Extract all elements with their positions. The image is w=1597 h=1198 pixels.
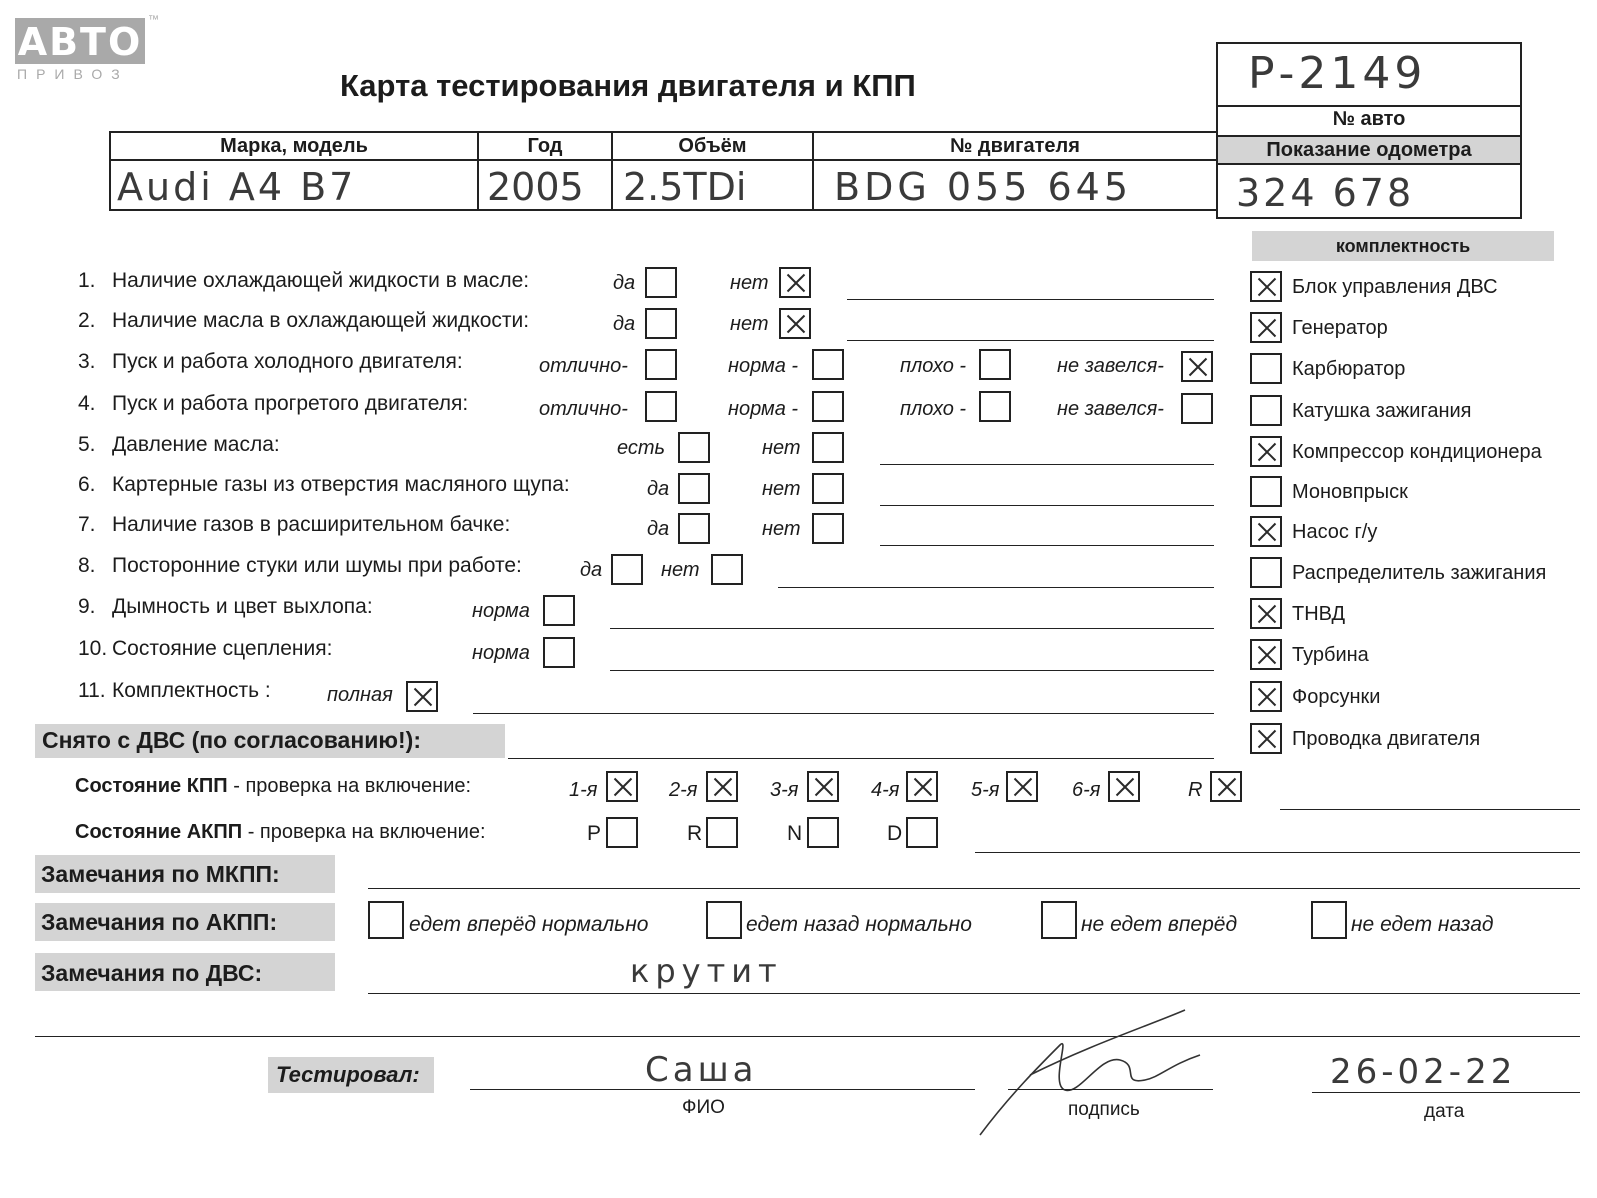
option-label: плохо -	[900, 355, 967, 377]
removed-line	[508, 758, 1214, 759]
kit-label: Моновпрыск	[1292, 481, 1408, 503]
kit-checkbox[interactable]	[1250, 476, 1282, 507]
kit-label: Компрессор кондиционера	[1292, 441, 1542, 463]
signature-drawing	[970, 1005, 1250, 1145]
akpp-mode-label: N	[787, 822, 803, 845]
date-line	[1312, 1092, 1580, 1093]
remarks-dvs-label: Замечания по ДВС:	[41, 960, 263, 986]
comment-line	[473, 713, 1214, 714]
remarks-mkpp-label: Замечания по МКПП:	[41, 861, 280, 887]
comment-line	[880, 545, 1214, 546]
option-label: нет	[730, 272, 769, 294]
item-label: Пуск и работа прогретого двигателя:	[112, 392, 469, 415]
akpp-mode-checkbox[interactable]	[706, 817, 738, 848]
gear-label: R	[1188, 779, 1203, 801]
item-checkbox[interactable]	[812, 349, 844, 380]
gear-checkbox[interactable]	[1108, 771, 1140, 802]
akpp-line	[975, 852, 1580, 853]
akpp-label-rest: - проверка на включение:	[242, 821, 486, 843]
tested-label: Тестировал:	[276, 1062, 420, 1087]
comment-line	[847, 340, 1214, 341]
akpp-mode-checkbox[interactable]	[906, 817, 938, 848]
kit-label: Катушка зажигания	[1292, 400, 1472, 422]
akpp-label-bold: Состояние АКПП	[75, 821, 243, 843]
volume-label: Объём	[611, 131, 814, 161]
logo-subtitle: ПРИВОЗ	[17, 66, 129, 82]
kit-title: комплектность	[1252, 231, 1554, 261]
item-checkbox[interactable]	[1181, 351, 1213, 382]
item-label: Дымность и цвет выхлопа:	[112, 595, 373, 618]
item-number: 8.	[78, 554, 96, 577]
comment-line	[778, 587, 1214, 588]
item-label: Наличие газов в расширительном бачке:	[112, 513, 511, 536]
item-label: Посторонние стуки или шумы при работе:	[112, 554, 522, 577]
brand-cell	[109, 159, 479, 211]
item-checkbox[interactable]	[779, 308, 811, 339]
item-label: Комплектность :	[112, 679, 271, 702]
item-label: Давление масла:	[112, 433, 280, 456]
remarks-mkpp-line	[368, 888, 1580, 889]
option-label: есть	[617, 437, 666, 459]
item-checkbox[interactable]	[678, 513, 710, 544]
fio-label: ФИО	[682, 1097, 725, 1118]
option-label: отлично-	[539, 355, 628, 377]
option-label: норма -	[728, 355, 799, 377]
akpp-option-checkbox[interactable]	[1311, 901, 1347, 939]
option-label: отлично-	[539, 398, 628, 420]
engine-value: BDG 055 645	[834, 165, 1132, 209]
gear-label: 6-я	[1072, 779, 1101, 801]
date-label: дата	[1424, 1101, 1465, 1122]
akpp-option-checkbox[interactable]	[1041, 901, 1077, 939]
item-number: 4.	[78, 392, 96, 415]
gear-label: 2-я	[669, 779, 698, 801]
option-label: да	[613, 313, 636, 335]
item-label: Наличие охлаждающей жидкости в масле:	[112, 269, 530, 292]
akpp-mode-checkbox[interactable]	[606, 817, 638, 848]
removed-label: Снято с ДВС (по согласованию!):	[42, 727, 421, 753]
kit-label: Проводка двигателя	[1292, 728, 1481, 750]
kit-checkbox[interactable]	[1250, 395, 1282, 426]
kit-checkbox[interactable]	[1250, 639, 1282, 670]
brand-value: Audi A4 B7	[117, 165, 357, 209]
auto-number-label: № авто	[1216, 105, 1522, 137]
option-label: да	[647, 478, 670, 500]
item-checkbox[interactable]	[645, 267, 677, 298]
option-label: не завелся-	[1057, 355, 1164, 377]
option-label: норма -	[728, 398, 799, 420]
akpp-option-label: не едет назад	[1351, 913, 1494, 936]
year-label: Год	[477, 131, 613, 161]
comment-line	[610, 670, 1214, 671]
gear-checkbox[interactable]	[1006, 771, 1038, 802]
item-number: 2.	[78, 309, 96, 332]
item-label: Состояние сцепления:	[112, 637, 333, 660]
item-checkbox[interactable]	[711, 554, 743, 585]
akpp-option-label: едет вперёд нормально	[409, 913, 649, 936]
signature-line	[1008, 1089, 1213, 1090]
gear-label: 1-я	[569, 779, 598, 801]
remarks-dvs-value: крутит	[630, 952, 783, 990]
kit-checkbox[interactable]	[1250, 353, 1282, 384]
item-number: 7.	[78, 513, 96, 536]
item-checkbox[interactable]	[678, 473, 710, 504]
option-label: нет	[762, 518, 801, 540]
engine-cell	[812, 159, 1218, 211]
item-checkbox[interactable]	[812, 473, 844, 504]
gear-checkbox[interactable]	[606, 771, 638, 802]
option-label: полная	[327, 684, 393, 706]
akpp-option-label: не едет вперёд	[1081, 913, 1238, 936]
gear-label: 3-я	[770, 779, 799, 801]
kit-label: Блок управления ДВС	[1292, 276, 1498, 298]
kit-checkbox[interactable]	[1250, 436, 1282, 467]
akpp-option-label: едет назад нормально	[746, 913, 972, 936]
remarks-akpp-label: Замечания по АКПП:	[41, 909, 278, 935]
kit-label: Генератор	[1292, 317, 1388, 339]
item-checkbox[interactable]	[812, 432, 844, 463]
volume-cell	[611, 159, 814, 211]
year-value: 2005	[487, 165, 584, 209]
akpp-label	[75, 821, 486, 844]
remarks-dvs-line	[368, 993, 1580, 994]
item-checkbox[interactable]	[812, 513, 844, 544]
kit-label: Турбина	[1292, 644, 1369, 666]
kit-label: Распределитель зажигания	[1292, 562, 1547, 584]
trademark: ™	[148, 14, 159, 26]
kit-label: ТНВД	[1292, 603, 1346, 625]
option-label: да	[613, 272, 636, 294]
akpp-mode-label: R	[687, 822, 703, 845]
option-label: не завелся-	[1057, 398, 1164, 420]
comment-line	[610, 628, 1214, 629]
option-label: нет	[661, 559, 700, 581]
page-title: Карта тестирования двигателя и КПП	[340, 68, 916, 103]
comment-line	[847, 299, 1214, 300]
kit-checkbox[interactable]	[1250, 598, 1282, 629]
item-checkbox[interactable]	[1181, 393, 1213, 424]
option-label: да	[580, 559, 603, 581]
comment-line	[880, 505, 1214, 506]
option-label: норма	[472, 600, 530, 622]
gear-checkbox[interactable]	[706, 771, 738, 802]
kit-checkbox[interactable]	[1250, 681, 1282, 712]
item-checkbox[interactable]	[645, 391, 677, 422]
option-label: да	[647, 518, 670, 540]
item-label: Картерные газы из отверстия масляного щупа:	[112, 473, 570, 496]
kit-checkbox[interactable]	[1250, 271, 1282, 302]
gear-checkbox[interactable]	[1210, 771, 1242, 802]
auto-number-value: Р-2149	[1248, 48, 1427, 99]
fio-value: Саша	[645, 1050, 758, 1090]
item-number: 3.	[78, 350, 96, 373]
odometer-cell	[1216, 163, 1522, 219]
remarks-extra-line	[35, 1036, 1580, 1037]
kpp-label	[75, 775, 471, 798]
item-number: 6.	[78, 473, 96, 496]
engine-label: № двигателя	[812, 131, 1218, 161]
item-checkbox[interactable]	[406, 681, 438, 712]
year-cell	[477, 159, 613, 211]
item-checkbox[interactable]	[812, 391, 844, 422]
kit-label: Форсунки	[1292, 686, 1381, 708]
item-checkbox[interactable]	[979, 391, 1011, 422]
item-checkbox[interactable]	[678, 432, 710, 463]
gear-checkbox[interactable]	[807, 771, 839, 802]
gear-checkbox[interactable]	[906, 771, 938, 802]
akpp-option-checkbox[interactable]	[706, 901, 742, 939]
gear-label: 5-я	[971, 779, 1000, 801]
item-number: 5.	[78, 433, 96, 456]
item-checkbox[interactable]	[543, 595, 575, 626]
option-label: норма	[472, 642, 530, 664]
kpp-line	[1280, 809, 1580, 810]
brand-label: Марка, модель	[109, 131, 479, 161]
kit-checkbox[interactable]	[1250, 723, 1282, 754]
akpp-mode-label: D	[887, 822, 903, 845]
kit-checkbox[interactable]	[1250, 516, 1282, 547]
kit-label: Карбюратор	[1292, 358, 1406, 380]
signature-label: подпись	[1068, 1099, 1140, 1120]
item-number: 10.	[78, 637, 108, 660]
item-checkbox[interactable]	[543, 637, 575, 668]
option-label: нет	[730, 313, 769, 335]
volume-value: 2.5TDi	[623, 165, 747, 209]
akpp-option-checkbox[interactable]	[368, 901, 404, 939]
item-number: 1.	[78, 269, 96, 292]
date-value: 26-02-22	[1330, 1052, 1517, 1092]
kit-checkbox[interactable]	[1250, 557, 1282, 588]
odometer-value: 324 678	[1236, 171, 1415, 215]
item-number: 9.	[78, 595, 96, 618]
item-checkbox[interactable]	[779, 267, 811, 298]
item-label: Наличие масла в охлаждающей жидкости:	[112, 309, 530, 332]
item-checkbox[interactable]	[645, 308, 677, 339]
kit-checkbox[interactable]	[1250, 312, 1282, 343]
item-number: 11.	[78, 679, 106, 702]
gear-label: 4-я	[871, 779, 900, 801]
item-label: Пуск и работа холодного двигателя:	[112, 350, 463, 373]
option-label: плохо -	[900, 398, 967, 420]
fio-line	[470, 1089, 975, 1090]
option-label: нет	[762, 478, 801, 500]
item-checkbox[interactable]	[645, 349, 677, 380]
option-label: нет	[762, 437, 801, 459]
odometer-label: Показание одометра	[1216, 135, 1522, 165]
kpp-label-rest: - проверка на включение:	[227, 775, 472, 797]
kit-label: Насос г/у	[1292, 521, 1378, 543]
item-checkbox[interactable]	[611, 554, 643, 585]
auto-number-cell	[1216, 42, 1522, 107]
kpp-label-bold: Состояние КПП	[75, 775, 228, 797]
comment-line	[880, 464, 1214, 465]
logo: АВТО	[15, 18, 145, 64]
item-checkbox[interactable]	[979, 349, 1011, 380]
akpp-mode-checkbox[interactable]	[807, 817, 839, 848]
akpp-mode-label: P	[587, 822, 602, 845]
